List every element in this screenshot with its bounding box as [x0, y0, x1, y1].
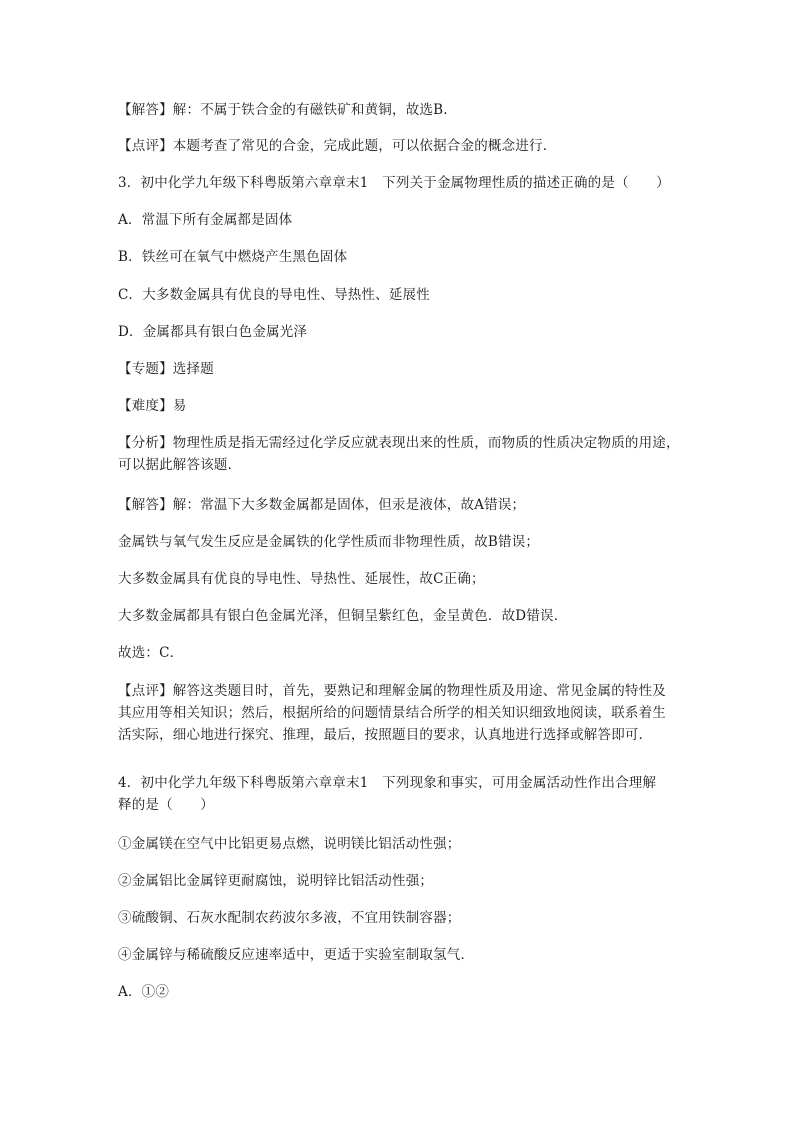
comment-line-2: 其应用等相关知识；然后，根据所给的问题情景结合所学的相关知识细致地阅读，联系着生 — [118, 705, 666, 721]
question-3-comment — [118, 680, 690, 746]
question-4-line-2: 释的是（ ） — [118, 797, 214, 813]
question-3-difficulty: 【难度】易 — [118, 398, 187, 414]
comment-line-1: 【点评】解答这类题目时，首先，要熟记和理解金属的物理性质及用途、常见金属的特性及 — [118, 683, 666, 699]
question-3-answer-line-3: 大多数金属具有优良的导电性、导热性、延展性，故C正确； — [118, 571, 485, 587]
comment-q2: 【点评】本题考查了常见的合金，完成此题，可以依据合金的概念进行． — [118, 138, 557, 154]
question-3-answer-line-2: 金属铁与氧气发生反应是金属铁的化学性质而非物理性质，故B错误； — [118, 534, 540, 550]
question-4-statement-3: ③硫酸铜、石灰水配制农药波尔多液，不宜用铁制容器； — [118, 910, 461, 926]
analysis-line-2: 可以据此解答该题． — [118, 457, 242, 473]
question-4-statement-4: ④金属锌与稀硫酸反应速率适中，更适于实验室制取氢气． — [118, 947, 475, 963]
question-4-option-a: A．①② — [118, 984, 170, 1000]
question-3-option-a: A．常温下所有金属都是固体 — [118, 212, 293, 228]
question-4-statement-1: ①金属镁在空气中比铝更易点燃，说明镁比铝活动性强； — [118, 836, 461, 852]
comment-line-3: 活实际，细心地进行探究、推理，最后，按照题目的要求，认真地进行选择或解答即可． — [118, 727, 653, 743]
analysis-line-1: 【分析】物理性质是指无需经过化学反应就表现出来的性质，而物质的性质决定物质的用途， — [118, 435, 680, 451]
question-4-line-1: 4．初中化学九年级下科粤版第六章章末1 下列现象和事实，可用金属活动性作出合理解 — [118, 775, 657, 791]
question-3-analysis — [118, 432, 690, 476]
question-4-stem — [118, 772, 690, 816]
question-3-option-b: B．铁丝可在氧气中燃烧产生黑色固体 — [118, 249, 348, 265]
question-3-option-d: D．金属都具有银白色金属光泽 — [118, 324, 308, 340]
question-3-stem: 3．初中化学九年级下科粤版第六章章末1 下列关于金属物理性质的描述正确的是（ ） — [118, 175, 670, 191]
question-3-topic: 【专题】选择题 — [118, 361, 214, 377]
question-3-answer-line-4: 大多数金属都具有银白色金属光泽，但铜呈紫红色，金呈黄色．故D错误． — [118, 608, 568, 624]
question-4-statement-2: ②金属铝比金属锌更耐腐蚀，说明锌比铝活动性强； — [118, 873, 434, 889]
question-3-option-c: C．大多数金属具有优良的导电性、导热性、延展性 — [118, 287, 430, 303]
question-3-answer-line-1: 【解答】解：常温下大多数金属都是固体，但汞是液体，故A错误； — [118, 497, 526, 513]
answer-q2: 【解答】解：不属于铁合金的有磁铁矿和黄铜，故选B. — [118, 102, 448, 118]
question-3-answer-choice: 故选：C． — [118, 645, 184, 661]
